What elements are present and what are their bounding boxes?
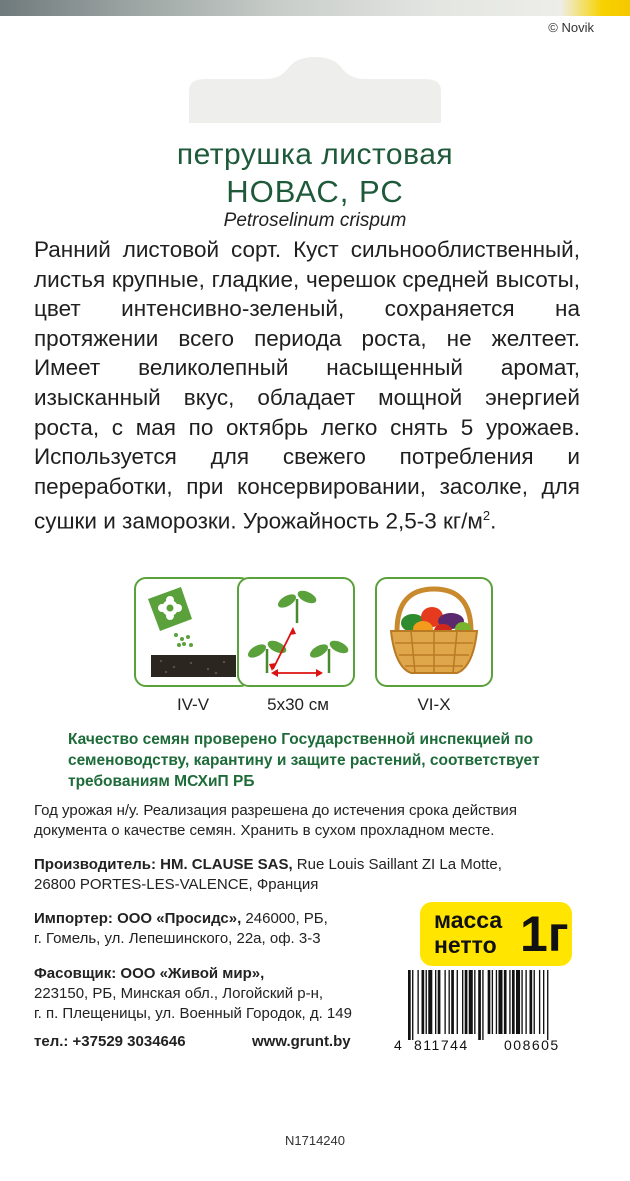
spacing-label: 5x30 см	[267, 695, 329, 714]
top-yellow-accent	[560, 0, 630, 16]
barcode-bar	[509, 970, 510, 1034]
packer-address-1: 223150, РБ, Минская обл., Логойский р-н,	[34, 985, 324, 1002]
barcode-bar	[498, 970, 502, 1034]
product-code: N1714240	[285, 1133, 345, 1148]
barcode-bar	[504, 970, 507, 1034]
storage-notice: Год урожая н/у. Реализация разрешена до истечения срока действия документа о качестве семян. Хранить в сухом прохладном месте.	[34, 802, 517, 839]
mass-label-2: нетто	[434, 932, 497, 958]
producer-address-1: Rue Louis Saillant ZI La Motte,	[292, 856, 502, 873]
barcode-bar	[539, 970, 540, 1034]
barcode-bar	[451, 970, 454, 1034]
variety-description	[34, 235, 580, 536]
barcode-bar	[422, 970, 425, 1034]
barcode-bar	[496, 970, 497, 1034]
description-text: Ранний листовой сорт. Куст сильнооблиственный, листья крупные, гладкие, черешок средней высоты, цвет интенсивно-зеленый, сохраняется на протяжении всего периода роста, не желтеет. Имеет великолепный насыщенный аромат, изысканный вкус, обладает мощной энергией роста, с мая по октябрь легко снять 5 урожаев. Используется для свежего потребления и переработки, при консервировании, засолке, для сушки и заморозки. Урожайность 2,5-3 кг/м	[34, 237, 580, 534]
harvest-basket-icon	[377, 579, 491, 685]
barcode-bar	[428, 970, 432, 1034]
harvest-period-label: VI-X	[417, 695, 451, 714]
barcode-bar	[478, 970, 481, 1040]
sowing-pictogram	[134, 577, 252, 687]
importer-address-1: 246000, РБ,	[241, 910, 328, 927]
barcode-bar	[444, 970, 445, 1034]
top-photo-strip	[0, 0, 630, 16]
ean-barcode	[392, 970, 602, 1060]
packer-info	[34, 964, 394, 1024]
barcode-group-2: 008605	[504, 1037, 560, 1053]
harvest-pictogram	[375, 577, 493, 687]
packer-label: Фасовщик: ООО «Живой мир»,	[34, 965, 265, 982]
importer-label: Импортер: ООО «Просидс»,	[34, 910, 242, 927]
barcode-bar	[408, 970, 411, 1040]
sowing-icon	[136, 579, 250, 685]
barcode-bar	[449, 970, 450, 1034]
barcode-bar	[435, 970, 436, 1034]
barcode-bar	[469, 970, 473, 1034]
barcode-bar	[530, 970, 533, 1034]
barcode-bar	[525, 970, 526, 1034]
copyright-notice: © Novik	[548, 20, 594, 35]
barcode-bar	[547, 970, 548, 1040]
barcode-bar	[516, 970, 520, 1034]
barcode-bar	[534, 970, 535, 1034]
variety-name: НОВАС, РС	[226, 174, 404, 209]
mass-value: 1г	[520, 906, 569, 962]
importer-info	[34, 909, 394, 949]
barcode-bar	[512, 970, 515, 1034]
latin-name: Petroselinum crispum	[223, 210, 407, 231]
barcode-bar	[412, 970, 413, 1040]
producer-address-2: 26800 PORTES-LES-VALENCE, Франция	[34, 876, 319, 893]
website-link[interactable]: www.grunt.by	[252, 1033, 351, 1050]
barcode-bar	[417, 970, 418, 1034]
barcode-bar	[543, 970, 544, 1034]
barcode-bar	[465, 970, 468, 1034]
quality-notice: Качество семян проверено Государственной инспекцией по семеноводству, карантину и защите растений, соответствует требованиям МСХиП РБ	[68, 731, 540, 790]
barcode-bar	[438, 970, 441, 1034]
mass-label-1: масса	[434, 907, 503, 933]
barcode-bar	[457, 970, 458, 1034]
packer-address-2: г. п. Плещеницы, ул. Военный Городок, д. 149	[34, 1005, 352, 1022]
barcode-bar	[426, 970, 427, 1034]
phone-number: тел.: +37529 3034646	[34, 1033, 186, 1050]
packet-tab-shape	[189, 57, 441, 123]
barcode-first-digit: 4	[394, 1037, 402, 1053]
spacing-pictogram	[237, 577, 355, 687]
barcode-bar	[488, 970, 491, 1034]
producer-info	[34, 855, 594, 895]
importer-address-2: г. Гомель, ул. Лепешинского, 22а, оф. 3-3	[34, 930, 321, 947]
barcode-bar	[462, 970, 463, 1034]
sowing-period-label: IV-V	[176, 695, 210, 714]
barcode-bar	[521, 970, 522, 1034]
description-end: .	[490, 508, 497, 534]
producer-label: Производитель: HM. CLAUSE SAS,	[34, 856, 293, 873]
barcode-bar	[474, 970, 475, 1034]
crop-name: петрушка листовая	[176, 138, 454, 171]
barcode-group-1: 811744	[414, 1037, 469, 1053]
barcode-bar	[492, 970, 493, 1034]
description-superscript: 2	[482, 508, 491, 524]
contact-line	[34, 1032, 374, 1052]
barcode-bar	[482, 970, 483, 1040]
spacing-icon	[239, 579, 353, 685]
net-mass-badge	[420, 902, 572, 966]
